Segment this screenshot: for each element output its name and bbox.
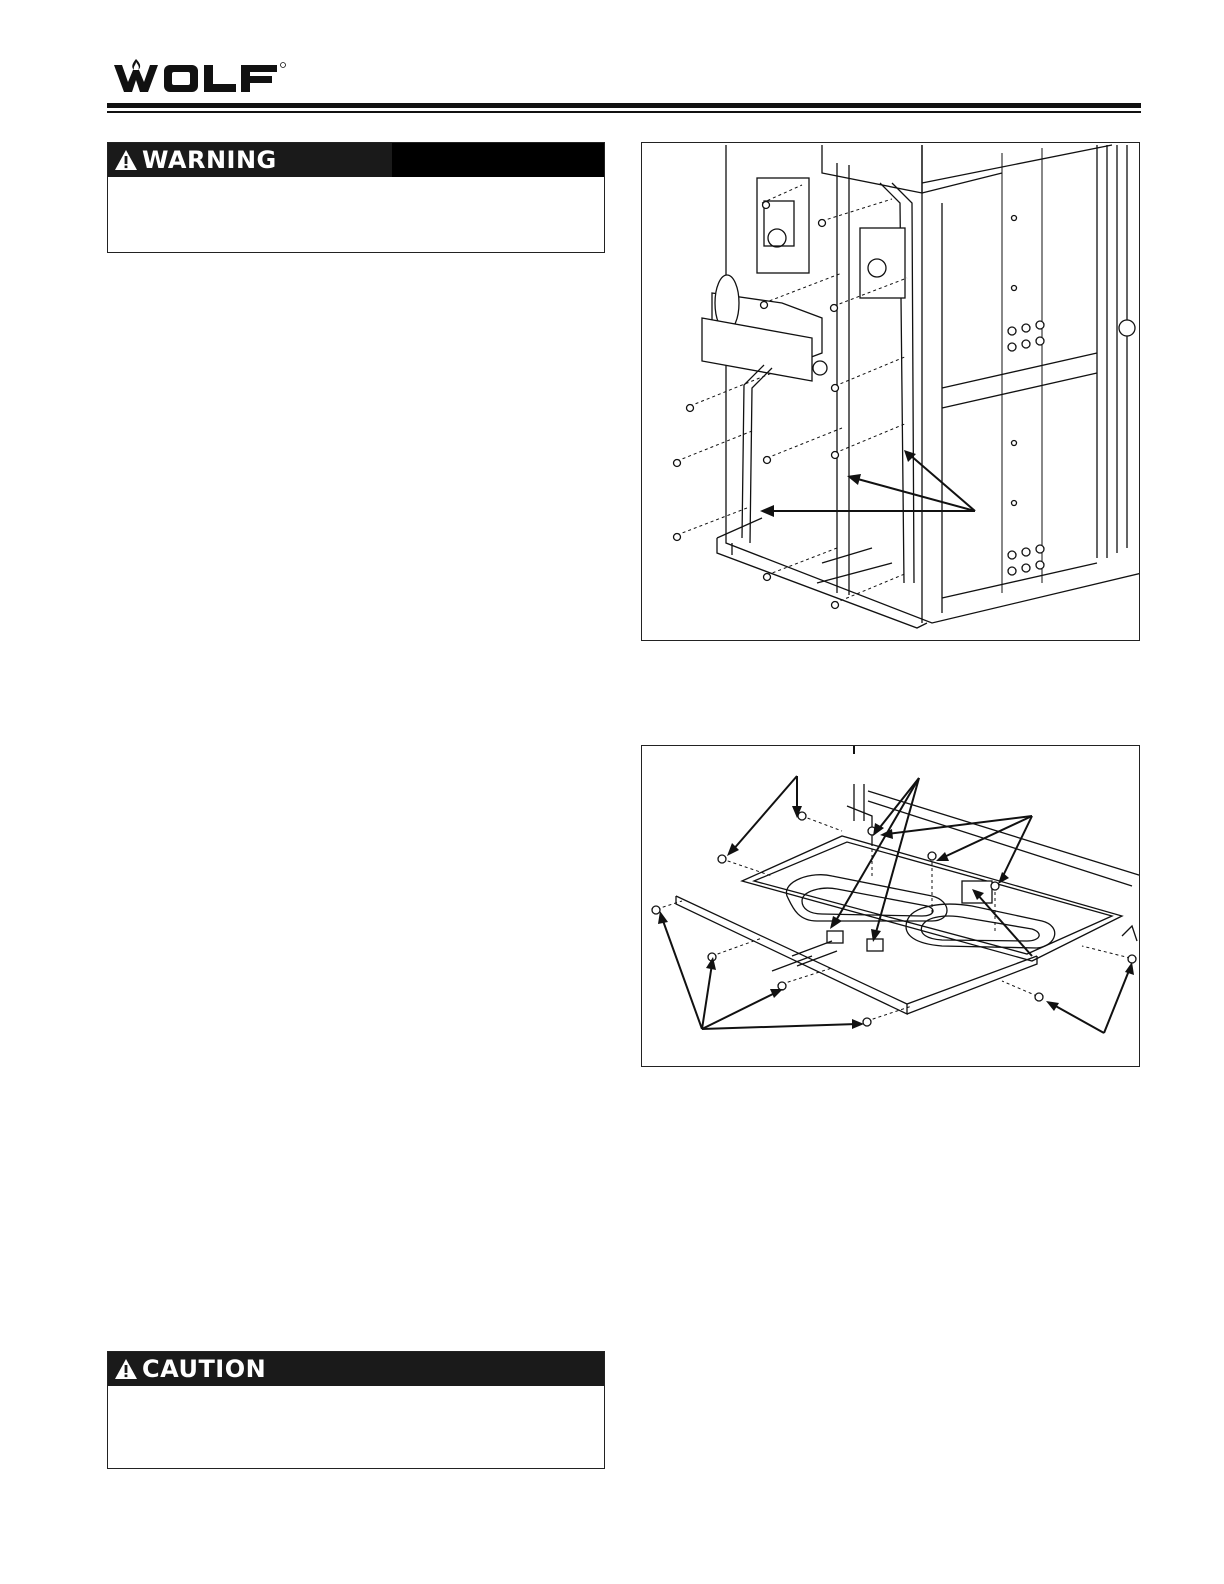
broil-element-pan-illustration bbox=[641, 745, 1140, 1067]
oven-rear-frame-illustration bbox=[641, 142, 1140, 641]
warning-header bbox=[108, 143, 604, 177]
header-rule-thick bbox=[107, 103, 1141, 108]
warning-triangle-icon bbox=[114, 149, 138, 171]
header-rule-thin bbox=[107, 111, 1141, 113]
caution-box bbox=[107, 1351, 605, 1469]
caution-header bbox=[108, 1352, 604, 1386]
caution-triangle-icon bbox=[114, 1358, 138, 1380]
warning-label: WARNING bbox=[142, 146, 277, 174]
caution-label: CAUTION bbox=[142, 1355, 267, 1383]
wolf-logo bbox=[112, 56, 292, 98]
warning-box bbox=[107, 142, 605, 253]
